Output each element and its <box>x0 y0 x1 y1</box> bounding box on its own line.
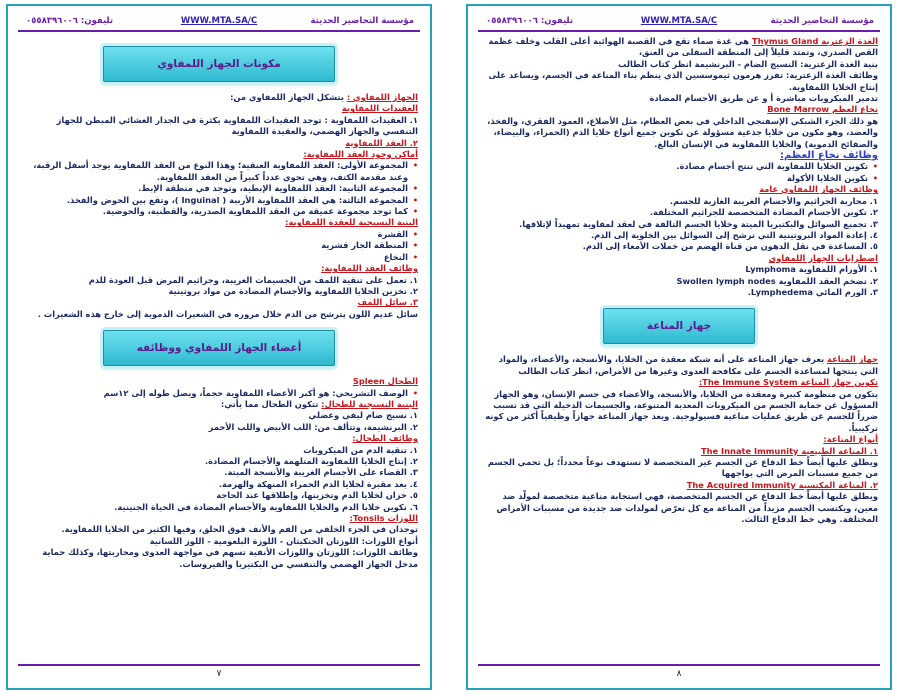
paragraph: ويطلق عليها أيضاً خط الدفاع عن الجسم غير المتخصصة لا تستهدف نوعاً محدداً؛ بل تحمي الجسم من جميع مسببات المرض التي يواجهها <box>487 457 878 479</box>
subheading: ٢. العقد اللمفاوية <box>345 137 418 148</box>
subheading: تكوين جهاز المناعة The Immune System: <box>698 377 878 388</box>
subheading: اضطرابات الجهاز اللمفاوي <box>768 252 878 263</box>
subheading: وظائف الجهاز اللمفاوي عامة <box>759 184 878 195</box>
list-item: ٣. تجميع السوائل والبكتيريا الميتة وخلايا الجسم التالفة في لعقد لمفاوية تمهيداً لإتلافها. <box>519 218 878 229</box>
list-item: ٢. إنتاج الخلايا اللمفاوية المتلهمة والأجسام المضادة. <box>204 455 418 466</box>
header-org: مؤسسة التحاضير الحديثة <box>310 16 414 26</box>
page-header <box>478 12 880 32</box>
list-item: • تكوين الخلايا اللمفاوية التي تنتج أجسام مضادة. <box>480 161 878 172</box>
paragraph: سائل عديم اللون يترشح من الدم خلال مروره في الشعيرات الدموية إلى خارج هذه الشعيرات . <box>37 308 418 319</box>
subheading: اللوزات Tonsils: <box>349 513 418 523</box>
list-item: ٢. تخزين الخلايا اللمفاوية والأجسام المضادة من مواد بروتينية <box>168 285 418 296</box>
list-item: • القشرة <box>20 229 418 240</box>
subheading: ٣. سائل اللمف <box>357 297 418 308</box>
list-item: • المجموعة الأولى: العقد اللمفاوية العنقية؛ وهذا النوع من العقد اللمفاوية يوجد أسفل الرقبة، وعند مقدمة الكتف، وهي تحوي عدداً كبيراً من العقد اللمفاوية. <box>20 160 418 183</box>
subheading: وظائف الطحال: <box>352 433 418 444</box>
section-banner: مكونات الجهاز اللمفاوي <box>103 46 335 82</box>
paragraph: أنواع اللوزات: اللوزتان الحنكيتان - اللوزة البلعومية - اللوز اللسانية <box>149 535 418 546</box>
page-number: ٨ <box>478 664 880 680</box>
page-left <box>6 4 432 690</box>
paragraph: وظائف الغدة الزعترية: تفرز هرمون ثيموسسين الذي ينظم بناء المناعة في الجسم، ويساعد على إنتاج الخلايا اللمفاوية. <box>488 70 878 92</box>
paragraph: البنية النسيجية للطحال: تتكون الطحال مما يأتي: <box>220 398 418 409</box>
subheading: وظائف العقد اللمفاوية: <box>321 263 418 274</box>
paragraph: توجدان في الجزء الخلفي من الفم والأنف فوق الحلق، وفيها الكثير من الخلايا اللمفاوية. <box>61 524 418 535</box>
list-item: ٦. تكوين خلايا الدم والخلايا اللمفاوية والأجسام المضادة في الحياة الجنينية. <box>114 501 418 512</box>
list-item: ٥. المساعدة في نقل الدهون من قناة الهضم من خملات الأمعاء إلى الدم. <box>582 241 878 252</box>
list-item: ١. تعمل على تنقية اللمف من الجسيمات الغريبة، وجراثيم المرض قبل العودة للدم <box>88 274 418 285</box>
paragraph: يتكون من منظومة كبيرة ومعقدة من الخلايا، والأنسجة، والأعضاء في جسم الإنسان، وهو الجهاز المسؤول عن حماية الجسم من الميكروبات المعدية المتنوعة، والجسيمات الدخيلة التي قد تسبب ضرراً للجسم عن طريق عمليات مناعية فسيولوجية. ويعد جهاز المناعة جهازاً وظيفياً أكثر من كونه تركيبياً. <box>485 388 878 433</box>
paragraph: جهاز المناعة يعرف جهاز المناعة على أنه شبكة معقدة من الخلايا، والأنسجة، والأعضاء، والمواد التي ينتجها لمساعدة الجسم على مكافحة العدوى وغيرها من الأمراض، انظر كتاب الطالب <box>498 354 878 376</box>
list-item: ٥. خزان لخلايا الدم وتخزينها، وإطلاقها عند الحاجة <box>216 490 418 501</box>
list-item: ٣. القضاء على الأجسام الغريبة والأنسجة الميتة. <box>224 467 418 478</box>
page-content <box>480 36 878 662</box>
header-phone: تليفون: ٠٥٥٨٣٩٦٠٠٦ <box>26 16 114 26</box>
section-banner: أعضاء الجهاز اللمفاوي ووظائفه <box>103 330 335 366</box>
section-banner: جهاز المناعة <box>603 308 755 344</box>
paragraph: هو ذلك الجزء الشبكي الإسفنجي الداخلي في بعض العظام، مثل الأضلاع، العمود الفقري، والفخذ، والعضد، وهو مكون من خلايا جذعية مسؤولة عن تكوين جميع أنواع خلايا الدم (الحمراء، والبيضاء، والصفائح الدموية) والخلايا اللمفاوية في الإنسان البالغ. <box>487 115 878 149</box>
paragraph: تدمير الميكروبات مباشرة أ و عن طريق الأجسام المضادة <box>649 93 878 104</box>
subheading: العقيدات اللمفاوية <box>341 103 418 114</box>
list-item: • النخاع <box>20 252 418 263</box>
subheading: البنية النسيجية للطحال: <box>321 398 418 409</box>
page-right <box>466 4 892 690</box>
paragraph: الغدة الزعترية Thymus Gland هي غدة صماء تقع في القصبة الهوائية أعلى القلب وخلف عظمة القص الصدري، وتمتد قليلاً إلى المنطقة السفلى من العنق، <box>488 36 878 58</box>
section-heading: جهاز المناعة <box>827 354 878 365</box>
header-url[interactable]: WWW.MTA.SA/C <box>640 16 718 26</box>
page-header <box>18 12 420 32</box>
subheading: ١. المناعة الطبيعية The Innate Immunity <box>700 445 878 456</box>
paragraph: ويطلق عليها أيضاً خط الدفاع عن الجسم المتخصصة، فهي استجابة مناعية متخصصة لمولّد ضد معين، ويكتسب الجسم مزيداً من المناعة مع كل تعرّض لمولدات ضد جديدة من مسببات الأمراض المختلفة. وهي خط الدفاع الثالث. <box>496 491 878 525</box>
paragraph: ١. العقيدات اللمفاوية : توجد العقيدات اللمفاوية بكثرة في الجدار الغشائي المبطن للجهاز التنفسي والجهاز الهضمي، والعقيدة اللمفاوية <box>56 114 418 137</box>
list-item: • المجموعة الثالثة: هي العقد اللمفاوية الأربية ( Inguinal )، وتقع بين الحوض والفخذ. <box>20 195 418 206</box>
list-item: ١. تنقية الدم من الميكروبات <box>303 444 418 455</box>
list-item: ١. الأورام اللمفاوية Lymphoma <box>745 264 878 275</box>
list-item: • المجموعة الثانية: العقد اللمفاوية الإبطية، وتوجد في منطقة الإبط. <box>20 183 418 194</box>
subheading: ٢. المناعة المكتسبة The Acquired Immunity <box>686 479 878 490</box>
page-number: ٧ <box>18 664 420 680</box>
paragraph: بنية الغدة الزعترية: النسيج الضام - البرنشيمة انظر كتاب الطالب <box>618 58 878 69</box>
subheading: البنية النسيجية للعقدة اللمفاوية: <box>285 217 418 228</box>
list-item: • تكوين الخلايا الأكولة <box>480 173 878 184</box>
list-item: ٢. تضخم العقد اللمفاوية Swollen lymph nodes <box>676 275 878 286</box>
page-content <box>20 36 418 662</box>
list-item: ٢. تكوين الأجسام المضادة المتخصصة للجراثيم المختلفة. <box>649 207 878 218</box>
subheading: أماكن وجود العقد اللمفاوية: <box>303 149 418 160</box>
section-heading: الغدة الزعترية Thymus Gland <box>751 36 878 46</box>
list-item: ٣. الورم المائي Lymphedema. <box>747 286 878 297</box>
list-item: • الوصف التشريحي: هو أكبر الأعضاء اللمفاوية حجماً، ويصل طوله إلى ١٢سم <box>20 388 418 399</box>
list-item: ٤. إعادة المواد البروتينية التي ترشح إلى السوائل بين الخلوية إلى الدم. <box>590 229 878 240</box>
paragraph: وظائف اللوزات: اللوزتان واللوزات الأنفية تسهم في مواجهة العدوى ومحاربتها، وكذلك حماية مدخل الجهاز الهضمي والتنفسي من البكتيريا والفيروسات. <box>42 547 418 569</box>
intro-paragraph: الجهاز اللمفاوي : يتشكل الجهاز اللمفاوي من: <box>230 92 418 102</box>
header-org: مؤسسة التحاضير الحديثة <box>770 16 874 26</box>
section-heading: نخاع العظم Bone Marrow <box>767 104 878 115</box>
subheading: وظائف نخاع العظم: <box>780 150 878 162</box>
subheading: أنواع المناعة: <box>823 434 878 445</box>
list-item: ١. نسيج ضام ليفي وعضلي <box>308 410 418 421</box>
subheading: الطحال Spleen <box>352 376 418 387</box>
list-item: • المنطقة الجار قشرية <box>20 240 418 251</box>
header-phone: تليفون: ٠٥٥٨٣٩٦٠٠٦ <box>486 16 574 26</box>
list-item: ٤. يعد مقبرة لخلايا الدم الحمراء المنهكة والهرمة. <box>218 478 418 489</box>
list-item: • كما توجد مجموعة عميقة من العقد اللمفاوية الصدرية، والقطنية، والحوضية. <box>20 206 418 217</box>
list-item: ٢. البرنشيمة، وتتألف من: اللب الأبيض واللب الأحمر <box>208 421 418 432</box>
section-heading: الجهاز اللمفاوي : <box>346 92 418 102</box>
list-item: ١. محاربة الجراثيم والأجسام الغريبة الغازية للجسم. <box>669 195 878 206</box>
header-url[interactable]: WWW.MTA.SA/C <box>180 16 258 26</box>
